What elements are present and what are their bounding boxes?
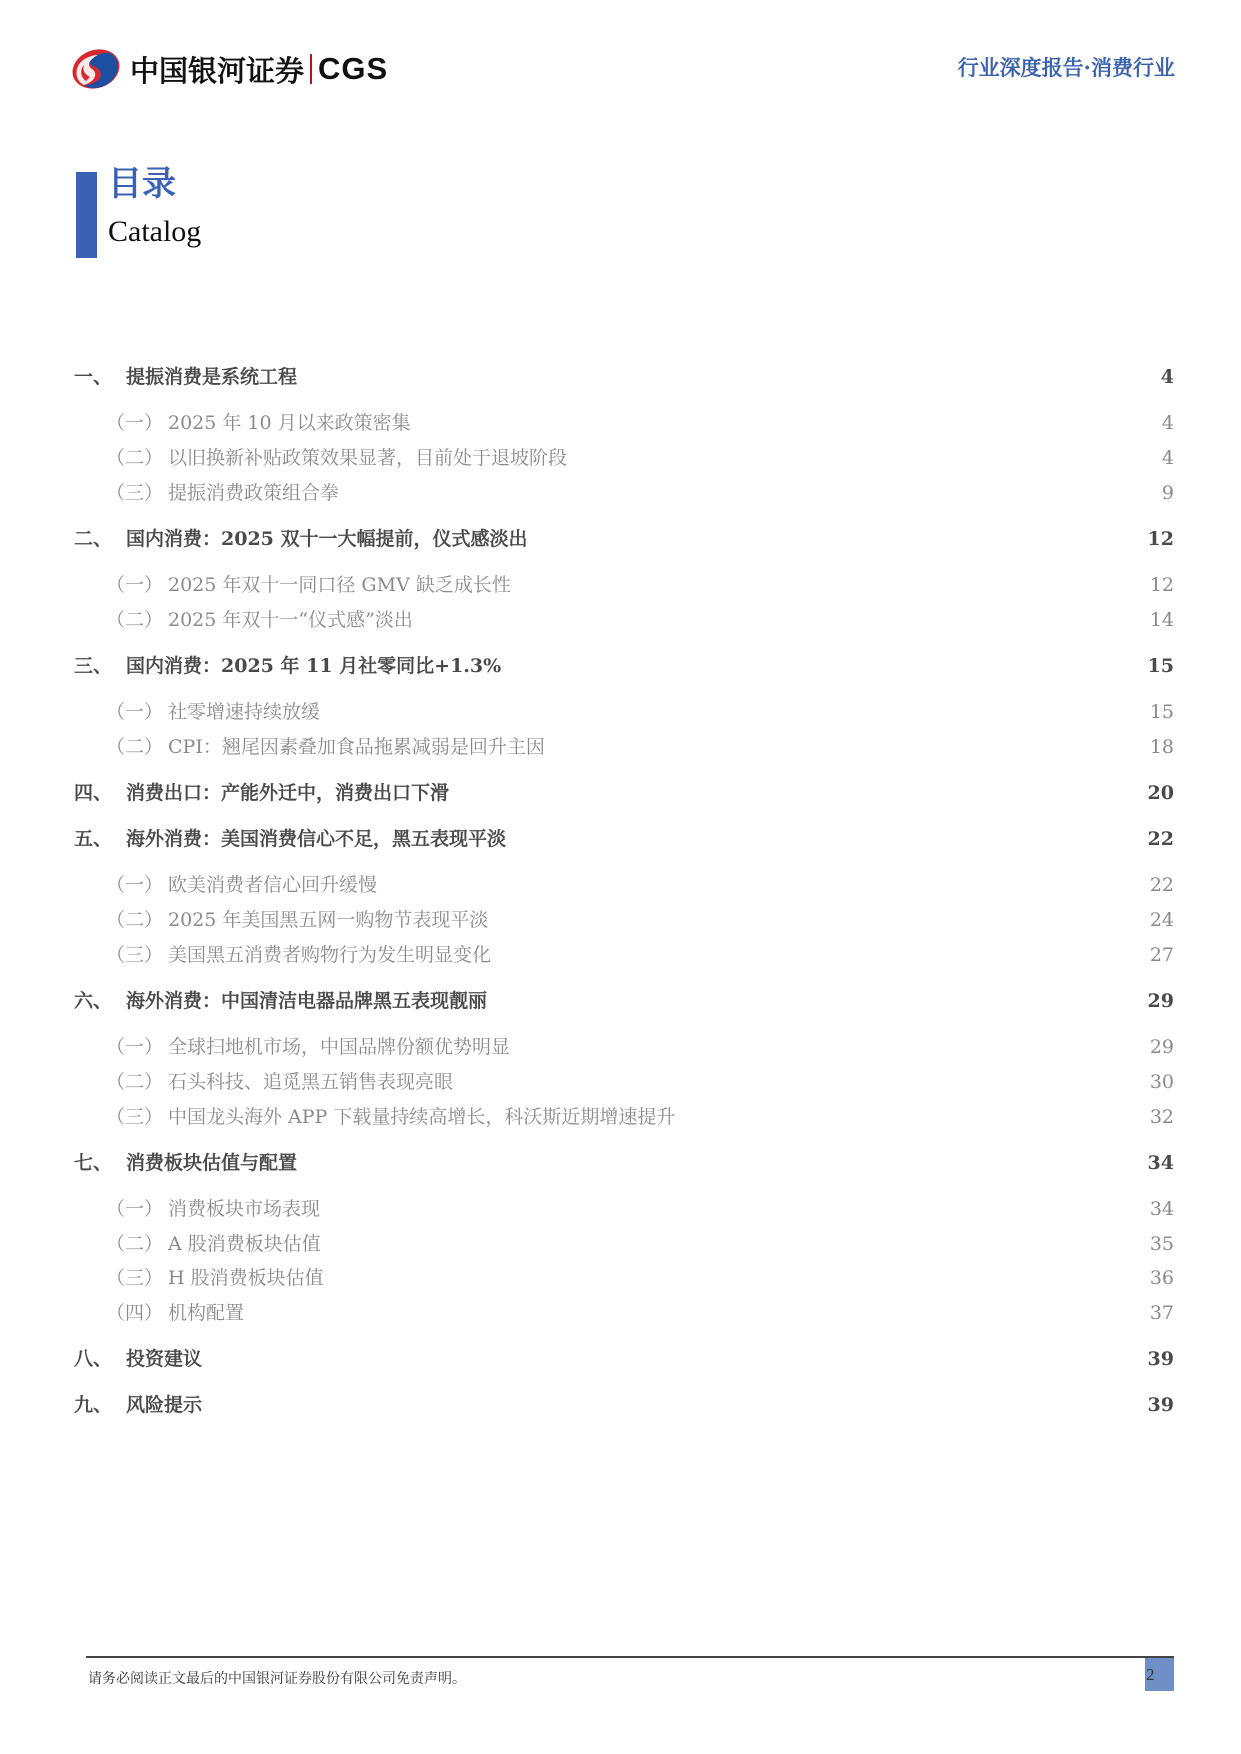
toc-section-entry[interactable]	[74, 1344, 1174, 1374]
toc-dot-leader	[513, 590, 1148, 591]
toc-dot-leader	[451, 798, 1146, 799]
toc-entry-page-number: 35	[1149, 1233, 1174, 1255]
toc-dot-leader	[246, 1318, 1148, 1319]
toc-subsection-entry[interactable]	[74, 1067, 1174, 1097]
toc-subsection-entry[interactable]	[74, 1263, 1174, 1293]
toc-entry-page-number: 37	[1149, 1302, 1174, 1324]
toc-entry-title: 2025 年双十一同口径 GMV 缺乏成长性	[168, 574, 511, 596]
toc-section-entry[interactable]	[74, 778, 1174, 808]
toc-section-entry[interactable]	[74, 1148, 1174, 1178]
toc-subsection-entry[interactable]	[74, 1298, 1174, 1328]
catalog-title-en: Catalog	[108, 215, 202, 248]
toc-entry-page-number: 4	[1161, 447, 1174, 469]
toc-entry-number: （三）	[106, 944, 164, 966]
toc-dot-leader	[415, 625, 1148, 626]
toc-entry-page-number: 12	[1149, 574, 1174, 596]
page-header	[0, 0, 1241, 110]
toc-entry-title: 石头科技、追觅黑五销售表现亮眼	[168, 1071, 454, 1093]
toc-section-entry[interactable]	[74, 362, 1174, 392]
toc-dot-leader	[455, 1087, 1148, 1088]
toc-section-entry[interactable]	[74, 824, 1174, 854]
toc-entry-number: （一）	[106, 412, 164, 434]
company-name-en: CGS	[318, 51, 389, 86]
toc-subsection-entry[interactable]	[74, 605, 1174, 635]
toc-entry-number: （一）	[106, 1036, 164, 1058]
toc-dot-leader	[379, 890, 1148, 891]
toc-subsection-entry[interactable]	[74, 1102, 1174, 1132]
catalog-title-cn: 目录	[108, 164, 176, 204]
toc-subsection-entry[interactable]	[74, 905, 1174, 935]
toc-entry-page-number: 22	[1147, 828, 1174, 850]
toc-subsection-entry[interactable]	[74, 732, 1174, 762]
toc-entry-page-number: 9	[1161, 482, 1174, 504]
company-name-cn: 中国银河证券	[130, 53, 305, 88]
toc-entry-number: （二）	[106, 1071, 164, 1093]
toc-entry-page-number: 34	[1147, 1152, 1174, 1174]
toc-dot-leader	[512, 1052, 1148, 1053]
catalog-accent-bar	[76, 172, 97, 258]
toc-entry-page-number: 4	[1160, 366, 1174, 388]
toc-dot-leader	[547, 752, 1148, 753]
toc-section-entry[interactable]	[74, 1390, 1174, 1420]
toc-entry-number: （二）	[106, 447, 164, 469]
toc-entry-number: 五、	[74, 828, 113, 850]
toc-dot-leader	[204, 1364, 1146, 1365]
toc-entry-page-number: 39	[1147, 1348, 1174, 1370]
toc-dot-leader	[413, 428, 1160, 429]
toc-dot-leader	[326, 1283, 1148, 1284]
toc-entry-number: 七、	[74, 1152, 113, 1174]
toc-entry-page-number: 29	[1149, 1036, 1174, 1058]
toc-entry-number: （三）	[106, 1106, 164, 1128]
toc-entry-title: A 股消费板块估值	[168, 1233, 321, 1255]
toc-entry-number: 八、	[74, 1348, 113, 1370]
toc-entry-title: CPI：翘尾因素叠加食品拖累减弱是回升主因	[168, 736, 545, 758]
toc-entry-title: 海外消费：美国消费信心不足，黑五表现平淡	[126, 828, 507, 850]
toc-entry-title: 消费板块估值与配置	[126, 1152, 298, 1174]
toc-dot-leader	[530, 544, 1146, 545]
toc-dot-leader	[322, 717, 1148, 718]
logo-divider	[310, 54, 312, 84]
toc-subsection-entry[interactable]	[74, 1194, 1174, 1224]
toc-entry-number: （一）	[106, 701, 164, 723]
toc-entry-title: H 股消费板块估值	[168, 1267, 324, 1289]
cgs-swirl-logo-icon	[70, 47, 122, 91]
toc-dot-leader	[493, 960, 1148, 961]
toc-entry-page-number: 32	[1149, 1106, 1174, 1128]
toc-entry-title: 消费板块市场表现	[168, 1198, 321, 1220]
toc-entry-page-number: 12	[1147, 528, 1174, 550]
toc-entry-title: 以旧换新补贴政策效果显著，目前处于退坡阶段	[168, 447, 568, 469]
toc-dot-leader	[299, 1168, 1146, 1169]
footer-disclaimer: 请务必阅读正文最后的中国银河证券股份有限公司免责声明。	[88, 1671, 466, 1687]
toc-dot-leader	[490, 925, 1147, 926]
toc-entry-page-number: 4	[1161, 412, 1174, 434]
toc-entry-number: （三）	[106, 482, 164, 504]
toc-entry-title: 美国黑五消费者购物行为发生明显变化	[168, 944, 492, 966]
toc-entry-number: （二）	[106, 609, 164, 631]
toc-entry-page-number: 29	[1147, 990, 1174, 1012]
toc-entry-title: 国内消费：2025 年 11 月社零同比+1.3%	[126, 655, 502, 677]
toc-entry-title: 机构配置	[168, 1302, 245, 1324]
toc-entry-title: 投资建议	[126, 1348, 203, 1370]
toc-entry-number: （二）	[106, 909, 164, 931]
toc-subsection-entry[interactable]	[74, 1229, 1174, 1259]
toc-entry-title: 提振消费是系统工程	[126, 366, 298, 388]
toc-entry-number: （二）	[106, 1233, 164, 1255]
toc-entry-number: （一）	[106, 574, 164, 596]
company-logo	[70, 44, 388, 94]
toc-entry-page-number: 34	[1149, 1198, 1174, 1220]
footer-divider	[86, 1656, 1174, 1658]
page-number-badge: 2	[1145, 1658, 1174, 1691]
toc-entry-number: （四）	[106, 1302, 164, 1324]
toc-subsection-entry[interactable]	[74, 478, 1174, 508]
toc-dot-leader	[569, 463, 1160, 464]
toc-dot-leader	[503, 671, 1145, 672]
toc-entry-number: （一）	[106, 874, 164, 896]
toc-entry-number: 六、	[74, 990, 113, 1012]
toc-subsection-entry[interactable]	[74, 697, 1174, 727]
toc-dot-leader	[323, 1249, 1148, 1250]
toc-entry-page-number: 36	[1149, 1267, 1174, 1289]
toc-section-entry[interactable]	[74, 986, 1174, 1016]
toc-entry-title: 2025 年美国黑五网一购物节表现平淡	[168, 909, 489, 931]
toc-subsection-entry[interactable]	[74, 408, 1174, 438]
toc-entry-number: 三、	[74, 655, 113, 677]
toc-entry-page-number: 39	[1147, 1394, 1174, 1416]
toc-entry-page-number: 24	[1149, 909, 1174, 931]
toc-entry-title: 2025 年双十一“仪式感”淡出	[168, 609, 413, 631]
toc-entry-title: 全球扫地机市场，中国品牌份额优势明显	[168, 1036, 511, 1058]
toc-subsection-entry[interactable]	[74, 443, 1174, 473]
toc-entry-title: 消费出口：产能外迁中，消费出口下滑	[126, 782, 450, 804]
toc-entry-title: 欧美消费者信心回升缓慢	[168, 874, 378, 896]
toc-subsection-entry[interactable]	[74, 940, 1174, 970]
toc-entry-number: （一）	[106, 1198, 164, 1220]
toc-entry-title: 海外消费：中国清洁电器品牌黑五表现靓丽	[126, 990, 488, 1012]
toc-entry-title: 社零增速持续放缓	[168, 701, 321, 723]
toc-entry-page-number: 15	[1147, 655, 1174, 677]
toc-entry-title: 国内消费：2025 双十一大幅提前，仪式感淡出	[126, 528, 528, 550]
toc-entry-page-number: 30	[1149, 1071, 1174, 1093]
toc-dot-leader	[322, 1214, 1148, 1215]
toc-entry-page-number: 27	[1149, 944, 1174, 966]
toc-section-entry[interactable]	[74, 524, 1174, 554]
toc-subsection-entry[interactable]	[74, 870, 1174, 900]
toc-subsection-entry[interactable]	[74, 1032, 1174, 1062]
toc-entry-number: （二）	[106, 736, 164, 758]
toc-entry-title: 风险提示	[126, 1394, 203, 1416]
toc-entry-number: 四、	[74, 782, 113, 804]
toc-entry-page-number: 22	[1149, 874, 1174, 896]
toc-entry-title: 2025 年 10 月以来政策密集	[168, 412, 411, 434]
report-type-label: 行业深度报告·消费行业	[957, 55, 1175, 80]
toc-dot-leader	[677, 1122, 1147, 1123]
toc-entry-page-number: 18	[1149, 736, 1174, 758]
toc-dot-leader	[299, 382, 1159, 383]
toc-entry-title: 提振消费政策组合拳	[168, 482, 340, 504]
toc-dot-leader	[204, 1410, 1146, 1411]
toc-entry-number: （三）	[106, 1267, 164, 1289]
toc-entry-number: 一、	[74, 366, 113, 388]
toc-subsection-entry[interactable]	[74, 570, 1174, 600]
toc-dot-leader	[508, 844, 1146, 845]
toc-dot-leader	[341, 498, 1160, 499]
toc-entry-title: 中国龙头海外 APP 下载量持续高增长，科沃斯近期增速提升	[168, 1106, 676, 1128]
toc-section-entry[interactable]	[74, 651, 1174, 681]
toc-entry-number: 二、	[74, 528, 113, 550]
toc-entry-page-number: 14	[1149, 609, 1174, 631]
toc-dot-leader	[489, 1006, 1146, 1007]
toc-entry-page-number: 15	[1149, 701, 1174, 723]
toc-entry-number: 九、	[74, 1394, 113, 1416]
toc-entry-page-number: 20	[1147, 782, 1174, 804]
